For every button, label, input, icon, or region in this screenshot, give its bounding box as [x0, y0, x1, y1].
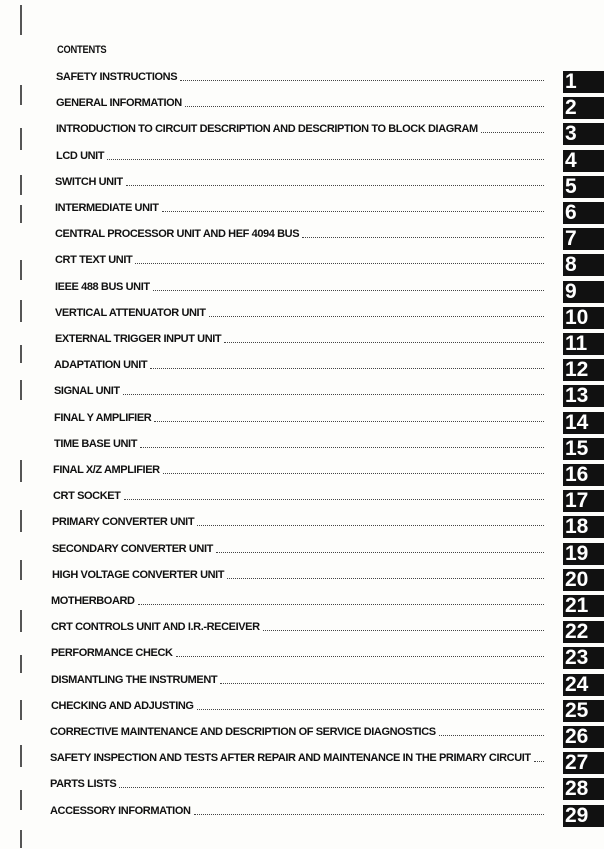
dot-leader: [138, 604, 544, 605]
toc-entry-title: PERFORMANCE CHECK: [51, 647, 173, 660]
binding-mark: [20, 830, 22, 848]
section-tab[interactable]: 25: [563, 700, 604, 722]
toc-entry[interactable]: [52, 542, 548, 556]
toc-entry-title: PARTS LISTS: [50, 778, 117, 791]
toc-entry[interactable]: [56, 149, 548, 163]
dot-leader: [197, 709, 544, 710]
section-tab[interactable]: 17: [563, 490, 604, 512]
toc-entry-title: PRIMARY CONVERTER UNIT: [52, 516, 195, 529]
section-tab[interactable]: 28: [563, 778, 604, 800]
toc-entry-title: SECONDARY CONVERTER UNIT: [52, 542, 213, 555]
binding-mark: [20, 128, 22, 150]
toc-entry[interactable]: [50, 725, 548, 739]
dot-leader: [162, 211, 544, 212]
dot-leader: [220, 683, 544, 684]
toc-entry-title: ACCESSORY INFORMATION: [50, 804, 191, 817]
section-tab[interactable]: 19: [563, 543, 604, 565]
toc-entry[interactable]: [54, 358, 548, 372]
dot-leader: [302, 237, 544, 238]
toc-entry-title: FINAL X/Z AMPLIFIER: [53, 464, 160, 476]
binding-mark: [20, 560, 22, 580]
toc-entry-title: INTRODUCTION TO CIRCUIT DESCRIPTION AND DESCRIPTION TO BLOCK DIAGRAM: [56, 123, 478, 136]
toc-entry-title: TIME BASE UNIT: [54, 437, 138, 450]
toc-entry-title: SWITCH UNIT: [55, 175, 123, 188]
dot-leader: [126, 185, 544, 186]
section-tab[interactable]: 5: [563, 176, 604, 198]
toc-entry-title: MOTHERBOARD: [51, 595, 135, 607]
toc-entry[interactable]: [51, 646, 548, 660]
section-tab[interactable]: 29: [563, 805, 604, 827]
section-tab[interactable]: 13: [563, 385, 604, 407]
section-tab[interactable]: 7: [563, 228, 604, 250]
toc-entry[interactable]: [50, 804, 548, 818]
contents-heading: CONTENTS: [57, 44, 107, 56]
section-tab[interactable]: 21: [563, 595, 604, 617]
toc-entry-title: CRT TEXT UNIT: [55, 254, 133, 267]
section-tab[interactable]: 15: [563, 438, 604, 460]
toc-entry-title: CORRECTIVE MAINTENANCE AND DESCRIPTION OF SERVICE DIAGNOSTICS: [50, 726, 436, 738]
binding-mark: [20, 460, 22, 482]
toc-entry-title: DISMANTLING THE INSTRUMENT: [51, 673, 218, 686]
toc-entry[interactable]: [52, 515, 548, 529]
dot-leader: [185, 106, 544, 107]
section-tab[interactable]: 3: [563, 123, 604, 145]
dot-leader: [119, 787, 544, 788]
dot-leader: [216, 552, 544, 553]
dot-leader: [135, 263, 544, 264]
section-tab[interactable]: 12: [563, 359, 604, 381]
binding-mark: [20, 655, 22, 673]
toc-entry[interactable]: [50, 751, 548, 765]
toc-entry[interactable]: [51, 699, 548, 713]
toc-entry-title: FINAL Y AMPLIFIER: [54, 411, 152, 424]
dot-leader: [107, 159, 544, 160]
toc-entry[interactable]: [51, 673, 548, 687]
section-tab[interactable]: 14: [563, 412, 604, 434]
toc-entry[interactable]: [53, 489, 548, 503]
dot-leader: [481, 132, 544, 133]
dot-leader: [124, 499, 544, 500]
dot-leader: [140, 447, 544, 448]
dot-leader: [439, 735, 544, 736]
toc-entry[interactable]: [50, 777, 548, 791]
dot-leader: [180, 80, 544, 81]
dot-leader: [150, 368, 544, 369]
section-tab[interactable]: 18: [563, 516, 604, 538]
toc-entry-title: INTERMEDIATE UNIT: [55, 202, 159, 214]
dot-leader: [154, 421, 544, 422]
toc-entry[interactable]: [56, 70, 548, 84]
toc-entry-title: CHECKING AND ADJUSTING: [51, 699, 194, 712]
toc-entry[interactable]: [52, 568, 548, 582]
binding-mark: [20, 345, 22, 363]
toc-entry[interactable]: [55, 227, 548, 241]
dot-leader: [209, 316, 544, 317]
toc-entry-title: HIGH VOLTAGE CONVERTER UNIT: [52, 568, 225, 581]
toc-entry[interactable]: [51, 594, 548, 608]
section-tab[interactable]: 10: [563, 307, 604, 329]
toc-entry[interactable]: [54, 437, 548, 451]
binding-mark: [20, 380, 22, 400]
toc-entry-title: GENERAL INFORMATION: [56, 97, 182, 110]
toc-entry[interactable]: [53, 463, 548, 477]
toc-entry[interactable]: [56, 96, 548, 110]
section-tab[interactable]: 11: [563, 333, 604, 355]
dot-leader: [176, 656, 544, 657]
section-tab[interactable]: 22: [563, 621, 604, 643]
binding-mark: [20, 85, 22, 105]
dot-leader: [263, 630, 544, 631]
binding-mark: [20, 510, 22, 532]
section-tab[interactable]: 27: [563, 752, 604, 774]
toc-entry[interactable]: [54, 384, 548, 398]
binding-mark: [20, 260, 22, 280]
section-tab[interactable]: 26: [563, 726, 604, 748]
section-tab[interactable]: 23: [563, 647, 604, 669]
toc-entry[interactable]: [55, 201, 548, 215]
toc-entry-title: SAFETY INSTRUCTIONS: [56, 71, 178, 83]
dot-leader: [194, 814, 544, 815]
toc-entry-title: IEEE 488 BUS UNIT: [55, 280, 150, 293]
toc-entry-title: SIGNAL UNIT: [54, 385, 120, 398]
toc-entry[interactable]: [55, 280, 548, 294]
dot-leader: [227, 578, 544, 579]
binding-mark: [20, 175, 22, 195]
toc-entry[interactable]: [55, 332, 548, 346]
dot-leader: [123, 394, 544, 395]
binding-mark: [20, 790, 22, 810]
toc-entry-title: CRT CONTROLS UNIT AND I.R.-RECEIVER: [51, 621, 260, 634]
dot-leader: [163, 473, 544, 474]
toc-entry[interactable]: [55, 253, 548, 267]
toc-entry-title: VERTICAL ATTENUATOR UNIT: [55, 306, 206, 319]
section-tab[interactable]: 6: [563, 202, 604, 224]
toc-entry[interactable]: [55, 306, 548, 320]
dot-leader: [534, 761, 544, 762]
toc-entry-title: SAFETY INSPECTION AND TESTS AFTER REPAIR AND MAINTENANCE IN THE PRIMARY CIRCUIT: [50, 752, 531, 765]
toc-entry-title: EXTERNAL TRIGGER INPUT UNIT: [55, 333, 222, 345]
toc-entry-title: ADAPTATION UNIT: [54, 359, 148, 372]
toc-entry[interactable]: [55, 175, 548, 189]
toc-entry-title: CRT SOCKET: [53, 490, 121, 503]
binding-mark: [20, 5, 22, 35]
section-tab[interactable]: 2: [563, 97, 604, 119]
toc-entry[interactable]: [54, 411, 548, 425]
dot-leader: [197, 525, 544, 526]
toc-entry[interactable]: [51, 620, 548, 634]
dot-leader: [153, 290, 544, 291]
binding-mark: [20, 300, 22, 322]
dot-leader: [224, 342, 544, 343]
section-tab[interactable]: 1: [563, 71, 604, 93]
section-tab[interactable]: 4: [563, 150, 604, 172]
binding-mark: [20, 205, 22, 223]
section-tab[interactable]: 20: [563, 569, 604, 591]
toc-entry-title: LCD UNIT: [56, 149, 105, 162]
binding-mark: [20, 610, 22, 632]
toc-entry[interactable]: [56, 122, 548, 136]
toc-entry-title: CENTRAL PROCESSOR UNIT AND HEF 4094 BUS: [55, 228, 300, 241]
section-tab[interactable]: 16: [563, 464, 604, 486]
section-tab[interactable]: 8: [563, 254, 604, 276]
binding-mark: [20, 700, 22, 720]
section-tab[interactable]: 9: [563, 281, 604, 303]
section-tab[interactable]: 24: [563, 674, 604, 696]
binding-mark: [20, 745, 22, 767]
